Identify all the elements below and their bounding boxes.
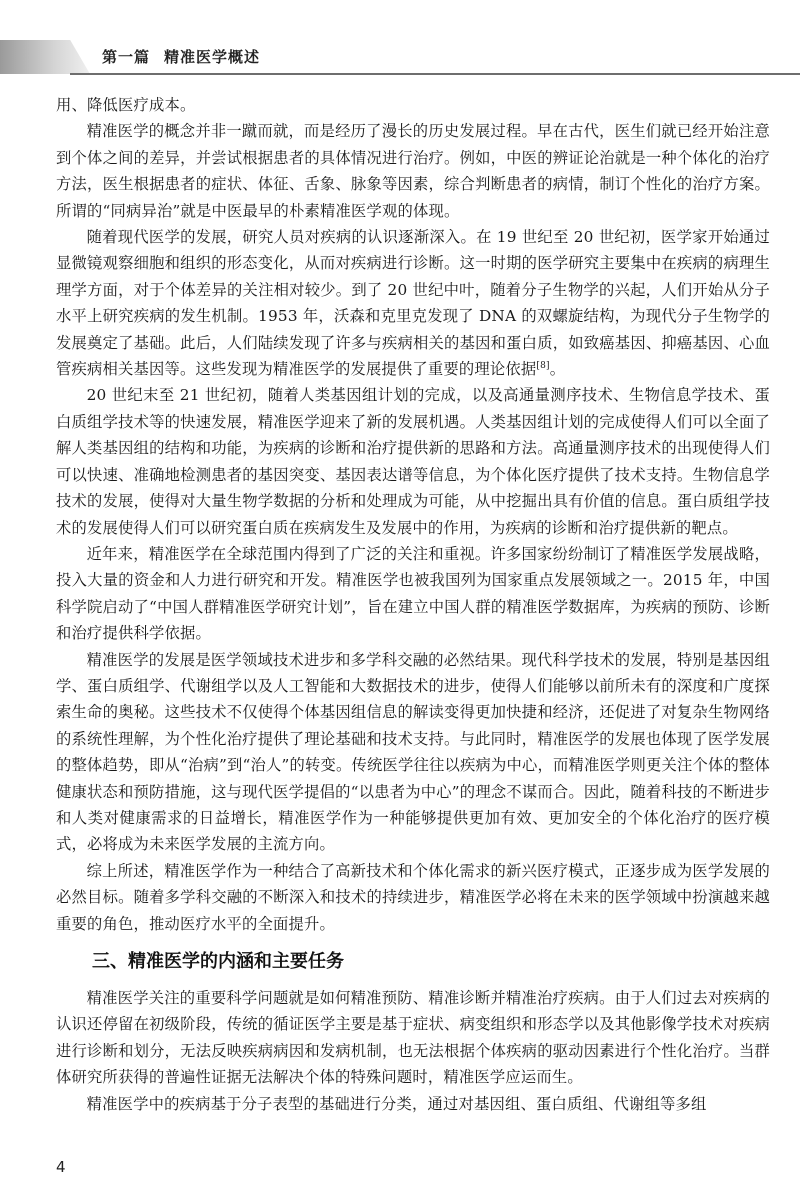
paragraph-history-origin: 精准医学的概念并非一蹴而就，而是经历了漫长的历史发展过程。早在古代，医生们就已经开始注意到个体之间的差异，并尝试根据患者的具体情况进行治疗。例如，中医的辨证论治就是一种个体化的治疗方法，医生根据患者的症状、体征、舌象、脉象等因素，综合判断患者的病情，制订个性化的治疗方案。所谓的“同病异治”就是中医最早的朴素精准医学观的体现。 xyxy=(56,122,770,220)
page-number: 4 xyxy=(56,1158,66,1176)
paragraph-modern-medicine-text: 随着现代医学的发展，研究人员对疾病的认识逐渐深入。在 19 世纪至 20 世纪初，医学家开始通过显微镜观察细胞和组织的形态变化，从而对疾病进行诊断。这一时期的医学研究主要集中在疾病的病理生理学方面，对于个体差异的关注相对较少。到了 20 世纪中叶，随着分子生物学的兴起，人们开始从分子水平上研究疾病的发生机制。1953 年，沃森和克里克发现了 DNA 的双螺旋结构，为现代分子生物学的发展奠定了基础。此后，人们陆续发现了许多与疾病相关的基因和蛋白质，如致癌基因、抑癌基因、心血管疾病相关基因等。这些发现为精准医学的发展提供了重要的理论依据 xyxy=(56,228,770,379)
header-tab-decoration xyxy=(0,40,90,74)
header-chapter-title: 精准医学概述 xyxy=(164,48,261,66)
paragraph-summary: 综上所述，精准医学作为一种结合了高新技术和个体化需求的新兴医疗模式，正逐步成为医学发展的必然目标。随着多学科交融的不断深入和技术的持续进步，精准医学必将在未来的医学领域中扮演越来越重要的角色，推动医疗水平的全面提升。 xyxy=(56,861,770,933)
header-part: 第一篇 xyxy=(102,48,151,66)
running-header xyxy=(0,40,800,84)
section-heading: 三、精准医学的内涵和主要任务 xyxy=(92,951,344,972)
citation-tail: 。 xyxy=(549,360,566,379)
paragraph-genome-era: 20 世纪末至 21 世纪初，随着人类基因组计划的完成，以及高通量测序技术、生物信息学技术、蛋白质组学技术等的快速发展，精准医学迎来了新的发展机遇。人类基因组计划的完成使得人们可以全面了解人类基因组的结构和功能，为疾病的诊断和治疗提供新的思路和方法。高通量测序技术的出现使得人们可以快速、准确地检测患者的基因突变、基因表达谱等信息，为个体化医疗提供了技术支持。生物信息学技术的发展，使得对大量生物学数据的分析和处理成为可能，从中挖掘出具有价值的信息。蛋白质组学技术的发展使得人们可以研究蛋白质在疾病发生及发展中的作用，为疾病的诊断和治疗提供新的靶点。 xyxy=(56,386,770,537)
header-rule xyxy=(70,73,800,75)
paragraph-modern-medicine xyxy=(56,224,770,382)
section-paragraph-1: 精准医学关注的重要科学问题就是如何精准预防、精准诊断并精准治疗疾病。由于人们过去对疾病的认识还停留在初级阶段，传统的循证医学主要是基于症状、病变组织和形态学以及其他影像学技术对疾病进行诊断和划分，无法反映疾病病因和发病机制，也无法根据个体疾病的驱动因素进行个性化治疗。当群体研究所获得的普遍性证据无法解决个体的特殊问题时，精准医学应运而生。 xyxy=(56,989,770,1087)
paragraph-continuation: 用、降低医疗成本。 xyxy=(56,96,196,114)
citation-reference: [8] xyxy=(536,361,550,372)
paragraph-recent-years: 近年来，精准医学在全球范围内得到了广泛的关注和重视。许多国家纷纷制订了精准医学发展战略，投入大量的资金和人力进行研究和开发。精准医学也被我国列为国家重点发展领域之一。2015 年，中国科学院启动了“中国人群精准医学研究计划”，旨在建立中国人群的精准医学数据库，为疾病的预防、诊断和治疗提供科学依据。 xyxy=(56,544,770,643)
page-body xyxy=(56,92,770,1117)
header-title xyxy=(102,46,260,67)
section-paragraph-2: 精准医学中的疾病基于分子表型的基础进行分类，通过对基因组、蛋白质组、代谢组等多组 xyxy=(86,1094,707,1113)
paragraph-development-trend: 精准医学的发展是医学领域技术进步和多学科交融的必然结果。现代科学技术的发展，特别是基因组学、蛋白质组学、代谢组学以及人工智能和大数据技术的进步，使得人们能够以前所未有的深度和广度探索生命的奥秘。这些技术不仅使得个体基因组信息的解读变得更加快捷和经济，还促进了对复杂生物网络的系统性理解，为个性化治疗提供了理论基础和技术支持。与此同时，精准医学的发展也体现了医学发展的整体趋势，即从“治病”到“治人”的转变。传统医学往往以疾病为中心，而精准医学则更关注个体的整体健康状态和预防措施，这与现代医学提倡的“以患者为中心”的理念不谋而合。因此，随着科技的不断进步和人类对健康需求的日益增长，精准医学作为一种能够提供更加有效、更加安全的个体化治疗的医疗模式，必将成为未来医学发展的主流方向。 xyxy=(56,650,770,854)
